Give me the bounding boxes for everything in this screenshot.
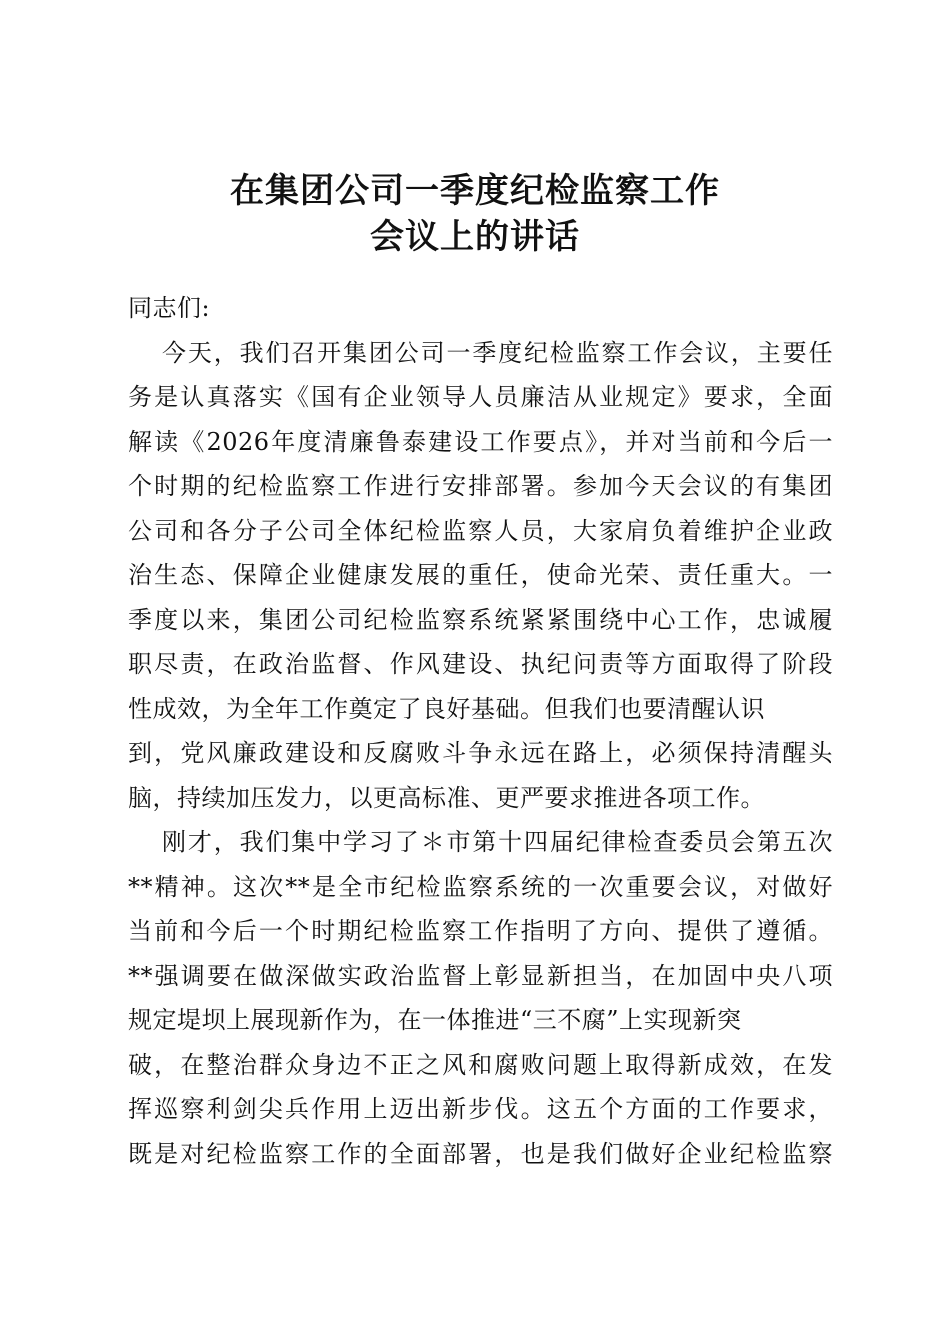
title-line-1: 在集团公司一季度纪检监察工作: [230, 171, 720, 211]
paragraph-1-line-4: 个时期的纪检监察工作进行安排部署。参加今天会议的有集团: [128, 472, 833, 500]
paragraph-1-line-3: 解读《2026年度清廉鲁泰建设工作要点》，并对当前和今后一: [128, 427, 833, 456]
paragraph-1-line-7: 季度以来，集团公司纪检监察系统紧紧围绕中心工作，忠诚履: [128, 605, 833, 634]
paragraph-1-line-6: 治生态、保障企业健康发展的重任，使命光荣、责任重大。一: [128, 561, 833, 589]
paragraph-1-line-11: 脑，持续加压发力，以更高标准、更严要求推进各项工作。: [128, 783, 765, 812]
document-title: [0, 168, 950, 260]
paragraph-1-line-2: 务是认真落实《国有企业领导人员廉洁从业规定》要求，全面: [128, 383, 833, 411]
paragraph-2-line-7: 挥巡察利剑尖兵作用上迈出新步伐。这五个方面的工作要求，: [128, 1095, 833, 1123]
paragraph-1-line-1: 今天，我们召开集团公司一季度纪检监察工作会议，主要任: [162, 338, 833, 367]
paragraph-1-line-5: 公司和各分子公司全体纪检监察人员，大家肩负着维护企业政: [128, 516, 833, 545]
paragraph-1-line-9: 性成效，为全年工作奠定了良好基础。但我们也要清醒认识: [128, 694, 765, 723]
paragraph-2-line-3: 当前和今后一个时期纪检监察工作指明了方向、提供了遵循。: [128, 917, 833, 945]
paragraph-2-line-6: 破，在整治群众身边不正之风和腐败问题上取得新成效，在发: [128, 1050, 833, 1079]
paragraph-2-line-5: 规定堤坝上展现新作为，在一体推进“三不腐”上实现新突: [128, 1006, 742, 1034]
paragraph-2-line-2: **精神。这次**是全市纪检监察系统的一次重要会议，对做好: [128, 872, 833, 901]
paragraph-1-line-8: 职尽责，在政治监督、作风建设、执纪问责等方面取得了阶段: [128, 650, 833, 678]
document-body: [128, 286, 833, 1176]
paragraph-2-line-4: **强调要在做深做实政治监督上彰显新担当，在加固中央八项: [128, 961, 833, 990]
paragraph-1-line-10: 到，党风廉政建设和反腐败斗争永远在路上，必须保持清醒头: [128, 739, 833, 767]
paragraph-2-line-8: 既是对纪检监察工作的全面部署，也是我们做好企业纪检监察: [128, 1139, 833, 1168]
salutation: 同志们:: [128, 294, 211, 322]
title-line-2: 会议上的讲话: [370, 217, 580, 257]
paragraph-2-line-1: 刚才，我们集中学习了＊市第十四届纪律检查委员会第五次: [162, 828, 833, 856]
